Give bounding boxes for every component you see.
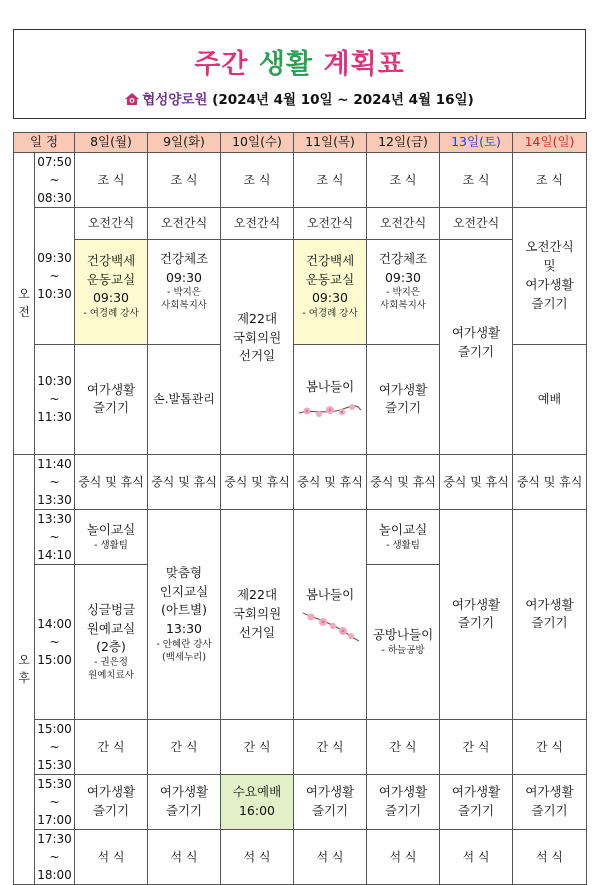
schedule-cell: 여가생활 즐기기 <box>75 344 148 454</box>
row-dinner <box>14 829 587 884</box>
schedule-cell: 맞춤형 인지교실 (아트별) 13:30 - 안혜란 강사 (백세누리) <box>148 509 221 719</box>
time-cell: 17:30 ~ 18:00 <box>35 829 75 884</box>
schedule-cell: 조 식 <box>513 152 587 207</box>
row-morning-1 <box>14 207 587 344</box>
schedule-cell: 간 식 <box>294 719 367 774</box>
schedule-cell: 여가생활 즐기기 <box>513 509 587 719</box>
schedule-cell: 조 식 <box>440 152 513 207</box>
time-cell: 07:50 ~ 08:30 <box>35 152 75 207</box>
schedule-cell: 여가생활 즐기기 <box>75 774 148 829</box>
schedule-cell: 제22대 국회의원 선거일 <box>221 509 294 719</box>
schedule-cell: 중식 및 휴식 <box>513 454 587 509</box>
schedule-cell: 예배 <box>513 344 587 454</box>
schedule-cell: 석 식 <box>148 829 221 884</box>
schedule-cell: 중식 및 휴식 <box>440 454 513 509</box>
schedule-cell: 석 식 <box>440 829 513 884</box>
schedule-cell: 간 식 <box>367 719 440 774</box>
subtitle <box>14 88 585 108</box>
period-am: 오 전 <box>14 152 35 454</box>
schedule-cell: 여가생활 즐기기 <box>367 774 440 829</box>
schedule-cell: 조 식 <box>367 152 440 207</box>
row-lunch <box>14 454 587 509</box>
schedule-cell: 오전간식 건강체조 09:30 - 박지은 사회복지사 <box>367 207 440 344</box>
row-leisure <box>14 774 587 829</box>
schedule-cell: 여가생활 즐기기 <box>294 774 367 829</box>
header-day: 12일(금) <box>367 133 440 153</box>
schedule-cell: 간 식 <box>148 719 221 774</box>
time-cell: 13:30 ~ 14:10 <box>35 509 75 564</box>
schedule-cell: 중식 및 휴식 <box>367 454 440 509</box>
time-cell: 15:00 ~ 15:30 <box>35 719 75 774</box>
schedule-cell: 간 식 <box>75 719 148 774</box>
schedule-cell: 봄나들이 <box>294 344 367 454</box>
schedule-cell: 놀이교실 - 생활팀 <box>75 509 148 564</box>
schedule-cell: 중식 및 휴식 <box>294 454 367 509</box>
schedule-cell: 오전간식 여가생활 즐기기 <box>440 207 513 454</box>
header-day: 8일(월) <box>75 133 148 153</box>
period-pm: 오 후 <box>14 454 35 884</box>
row-afternoon-1 <box>14 509 587 564</box>
schedule-cell: 조 식 <box>294 152 367 207</box>
schedule-cell: 조 식 <box>75 152 148 207</box>
cherry-blossom-icon <box>297 609 363 643</box>
schedule-cell: 중식 및 휴식 <box>221 454 294 509</box>
header-day: 11일(목) <box>294 133 367 153</box>
schedule-cell: 석 식 <box>75 829 148 884</box>
time-cell: 11:40 ~ 13:30 <box>35 454 75 509</box>
schedule-cell: 조 식 <box>221 152 294 207</box>
schedule-cell: 여가생활 즐기기 <box>148 774 221 829</box>
row-pm-snack <box>14 719 587 774</box>
schedule-cell: 오전간식 건강백세 운동교실 09:30 - 여경례 강사 <box>294 207 367 344</box>
cherry-blossom-icon <box>297 401 363 421</box>
schedule-cell: 간 식 <box>513 719 587 774</box>
time-cell: 10:30 ~ 11:30 <box>35 344 75 454</box>
schedule-cell: 간 식 <box>221 719 294 774</box>
schedule-cell: 조 식 <box>148 152 221 207</box>
title-box <box>13 29 586 119</box>
schedule-cell: 오전간식 제22대 국회의원 선거일 <box>221 207 294 454</box>
schedule-cell: 석 식 <box>221 829 294 884</box>
schedule-cell: 오전간식 건강체조 09:30 - 박지은 사회복지사 <box>148 207 221 344</box>
date-range: (2024년 4월 10일 ~ 2024년 4월 16일) <box>212 92 474 108</box>
schedule-cell: 놀이교실 - 생활팀 <box>367 509 440 564</box>
schedule-cell: 손.발톱관리 <box>148 344 221 454</box>
house-logo-icon <box>125 93 139 105</box>
time-cell: 09:30 ~ 10:30 <box>35 207 75 344</box>
schedule-cell: 석 식 <box>513 829 587 884</box>
schedule-cell: 간 식 <box>440 719 513 774</box>
time-cell: 14:00 ~ 15:00 <box>35 564 75 719</box>
header-period: 일 정 <box>14 133 75 153</box>
header-row <box>14 133 587 153</box>
schedule-cell: 중식 및 휴식 <box>75 454 148 509</box>
org-name: 협성양로원 <box>142 92 208 108</box>
header-day: 9일(화) <box>148 133 221 153</box>
row-breakfast <box>14 152 587 207</box>
schedule-cell: 싱글벙글 원예교실 (2층) - 권은정 원예치료사 <box>75 564 148 719</box>
schedule-cell: 수요예배 16:00 <box>221 774 294 829</box>
schedule-cell: 석 식 <box>367 829 440 884</box>
schedule-cell: 여가생활 즐기기 <box>513 774 587 829</box>
header-day: 10일(수) <box>221 133 294 153</box>
header-day-saturday: 13일(토) <box>440 133 513 153</box>
schedule-table <box>13 132 587 885</box>
schedule-cell: 여가생활 즐기기 <box>440 774 513 829</box>
schedule-cell: 공방나들이 - 하늘공방 <box>367 564 440 719</box>
schedule-cell: 중식 및 휴식 <box>148 454 221 509</box>
schedule-cell: 석 식 <box>294 829 367 884</box>
schedule-cell: 오전간식 건강백세 운동교실 09:30 - 여경례 강사 <box>75 207 148 344</box>
schedule-cell: 봄나들이 <box>294 509 367 719</box>
header-day-sunday: 14일(일) <box>513 133 587 153</box>
schedule-cell: 여가생활 즐기기 <box>367 344 440 454</box>
page-title: 주간 생활 계획표 <box>194 49 405 80</box>
schedule-cell: 여가생활 즐기기 <box>440 509 513 719</box>
schedule-cell: 오전간식 및 여가생활 즐기기 <box>513 207 587 344</box>
time-cell: 15:30 ~ 17:00 <box>35 774 75 829</box>
